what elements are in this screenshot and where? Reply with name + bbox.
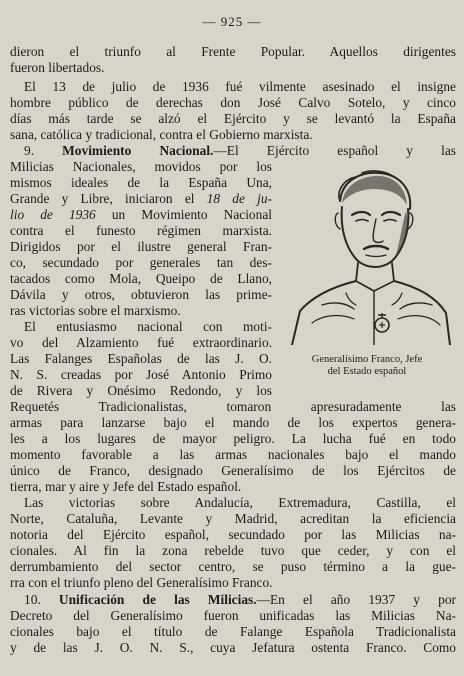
text-line: —En el año 1937 y por: [256, 592, 456, 607]
text-line: de Rivera y Onésimo Redondo, y los: [10, 383, 272, 398]
text-line: les a los lugares de mayor peligro. La lucha fué en todo: [10, 431, 456, 446]
section-heading: Movimiento Nacional.: [62, 143, 214, 158]
text-line: Las victorias sobre Andalucía, Extremadura, Castilla, el: [24, 495, 456, 510]
date-italic: 18 de ju-: [206, 191, 272, 206]
text-line: único de Franco, designado Generalísimo de los Ejércitos de: [10, 463, 456, 478]
section-heading: Unificación de las Milicias.: [58, 592, 257, 607]
figure-caption: [280, 354, 454, 378]
text-line: cionales bajo el título de Falange Española Tradicionalista: [10, 624, 456, 639]
text-line: contra el funesto régimen marxista.: [10, 223, 272, 238]
portrait-illustration: [282, 163, 452, 345]
text-line: mismos ideales de la España Una,: [10, 175, 272, 190]
text-line: vo del Alzamiento fué extraordinario.: [10, 335, 272, 350]
text-line: El entusiasmo nacional con moti-: [24, 319, 272, 334]
section-9-heading-line: [10, 143, 456, 159]
section-10-heading-line: [10, 592, 456, 608]
section-number: 10.: [24, 592, 41, 607]
text-span: un Movimiento Nacional: [111, 207, 272, 222]
text-line: hombre público de derechas don José Calvo Sotelo, y cinco: [10, 95, 456, 110]
text-line: momento favorable a las armas nacionales bajo el mando: [10, 447, 456, 462]
text-line: días más tarde se alzó el Ejército y se levantó la España: [10, 111, 456, 126]
date-italic: lio de 1936: [10, 207, 96, 222]
text-line: Dávila y otros, obtuvieron las prime-: [10, 287, 272, 302]
text-line: Decreto del Generalísimo fueron unificadas las Milicias Na-: [10, 608, 456, 623]
text-line: Norte, Cataluña, Levante y Madrid, acreditan la eficiencia: [10, 511, 456, 526]
text-line: fueron libertados.: [10, 60, 105, 75]
text-line: ras victorias sobre el marxismo.: [10, 303, 181, 318]
text-line: [10, 207, 272, 223]
text-line: —El Ejército español y las: [213, 143, 456, 158]
text-line: notoria del Ejército español, secundado por las Milicias na-: [10, 527, 456, 542]
section-number: 9.: [24, 143, 35, 158]
text-line: derrumbamiento del sector centro, se puso término a la gue-: [10, 559, 456, 574]
text-line: tierra, mar y aire y Jefe del Estado español.: [10, 479, 242, 494]
text-line: El 13 de julio de 1936 fué vilmente asesinado el insigne: [24, 79, 456, 94]
text-line: N. S. creadas por José Antonio Primo: [10, 367, 272, 382]
text-line: Las Falanges Españolas de las J. O.: [10, 351, 272, 366]
text-line: dieron el triunfo al Frente Popular. Aquellos dirigentes: [10, 44, 456, 59]
caption-line: Generalísimo Franco, Jefe: [311, 354, 423, 365]
page-number: — 925 —: [202, 14, 262, 29]
text-line: sana, católica y tradicional, contra el Gobierno marxista.: [10, 127, 313, 142]
text-line: cionales. Al fin la zona rebelde tuvo que ceder, y con el: [10, 543, 456, 558]
caption-line: del Estado español: [327, 366, 407, 377]
text-span: Grande y Libre, iniciaron el: [10, 191, 195, 206]
text-line: Milicias Nacionales, movidos por los: [10, 159, 272, 174]
text-line: tacados como Mola, Queipo de Llano,: [10, 271, 272, 286]
text-line: armas para lanzarse bajo el mando de los expertos genera-: [10, 415, 456, 430]
text-line: rra con el triunfo pleno del Generalísimo Franco.: [10, 575, 273, 590]
text-line: Requetés Tradicionalistas, tomaron apresuradamente las: [10, 399, 456, 414]
text-line: Dirigidos por el ilustre general Fran-: [10, 239, 272, 254]
text-line: y de las J. O. N. S., cuya Jefatura ostenta Franco. Como: [10, 640, 456, 655]
text-line: co, secundado por generales tan des-: [10, 255, 272, 270]
text-line: [10, 191, 272, 207]
